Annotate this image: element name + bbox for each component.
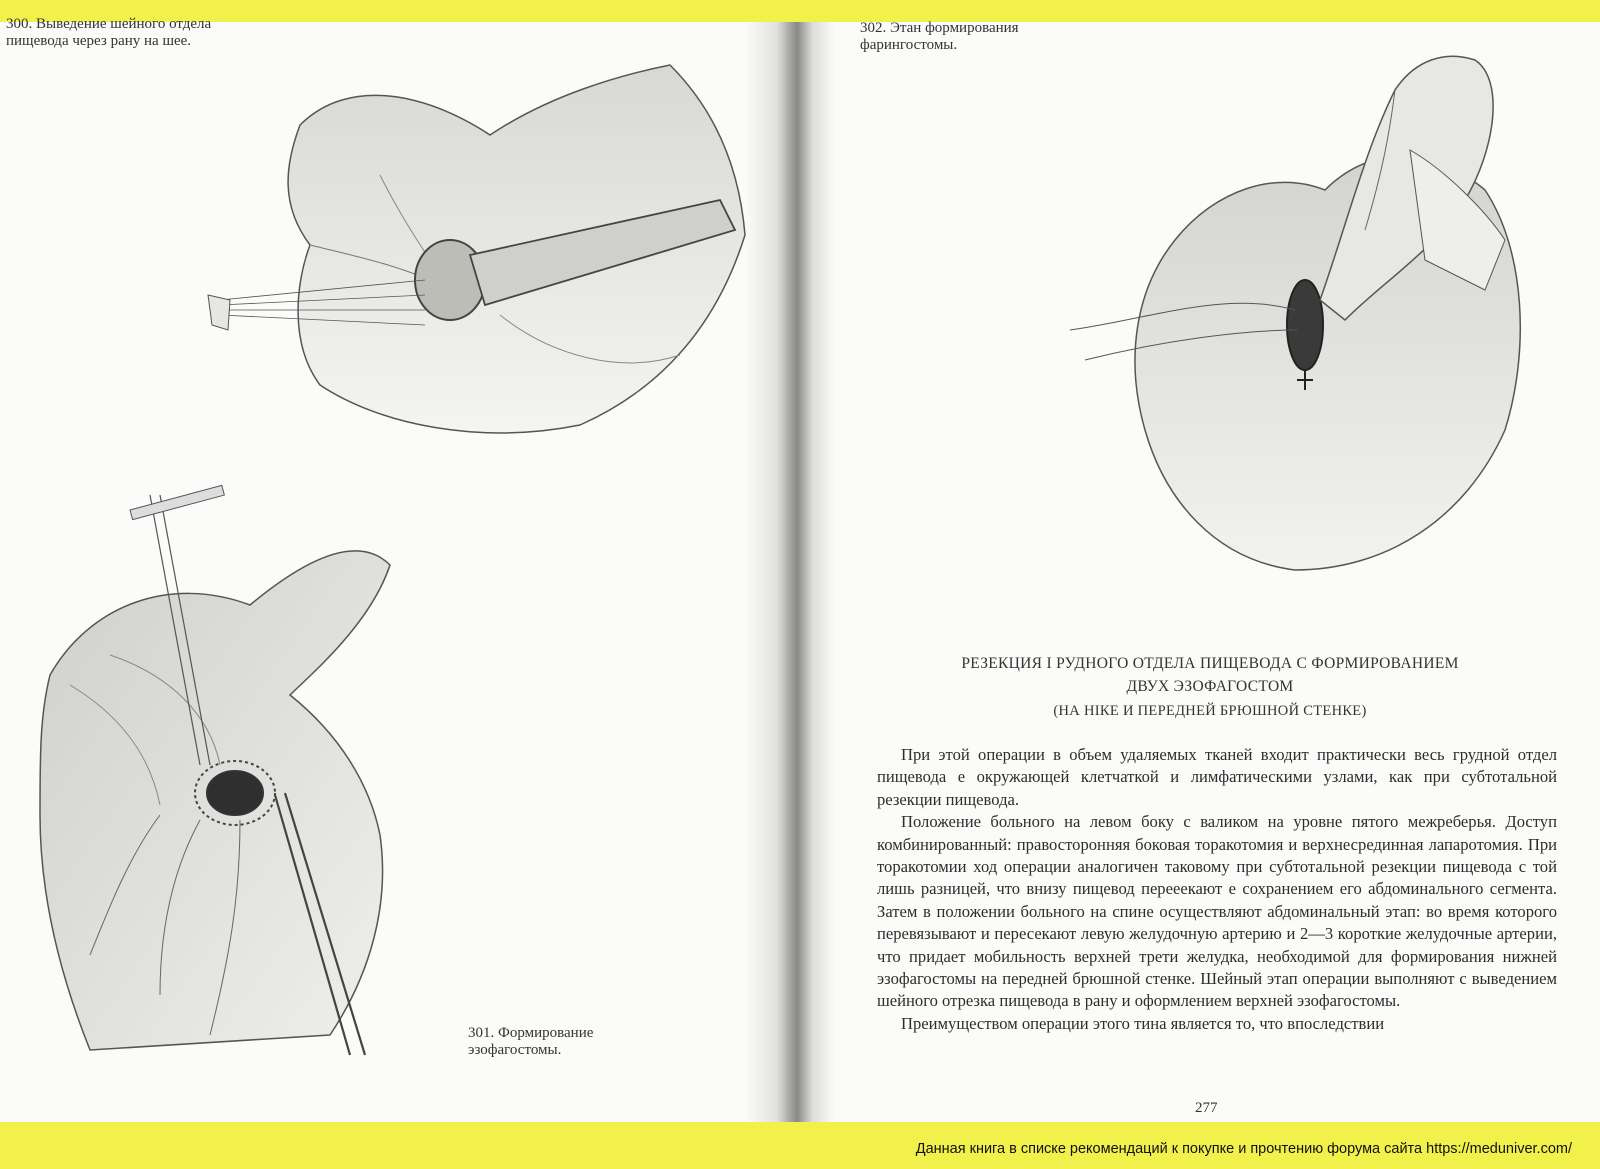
figure-302-caption: 302. Этан формирования фарингостомы. [860, 20, 1019, 53]
top-highlight-band [0, 0, 1600, 22]
forum-banner-text: Данная книга в списке рекомендаций к покупке и прочтению форума сайта https://meduniver.com/ [915, 1141, 1572, 1157]
section-heading-line-1: РЕЗЕКЦИЯ I РУДНОГО ОТДЕЛА ПИЩЕВОДА С ФОРМИРОВАНИЕМ [961, 655, 1459, 672]
figure-301-caption: 301. Формирование эзофагостомы. [468, 1025, 594, 1058]
section-heading-line-3: (НА НIКЕ И ПЕРЕДНЕЙ БРЮШНОЙ СТЕНКЕ) [1053, 703, 1367, 719]
section-heading-line-2: ДВУХ ЭЗОФАГОСТОМ [1126, 678, 1294, 695]
figure-301-illustration [10, 475, 710, 1065]
figure-300-caption: 300. Выведение шейного отдела пищевода через рану на шее. [6, 16, 212, 49]
figure-300-illustration [200, 55, 760, 445]
body-text [877, 744, 1557, 1035]
paragraph-1: При этой операции в объем удаляемых тканей входит практически весь грудной отдел пищевода е окружающей клетчаткой и лимфатическими узлами, как при субтотальной резекции пищевода. [877, 745, 1557, 809]
page-number: 277 [1195, 1100, 1218, 1116]
figure-302-illustration [1065, 30, 1545, 590]
paragraph-2: Положение больного на левом боку с валиком на уровне пятого межреберья. Доступ комбинированный: правосторонняя боковая торакотомия и верхнесрединная лапаротомия. При торакотомии ход операции аналогичен таковому при субтотальной резекции пищевода с той лишь разницей, что внизу пищевод перееекают е сохранением его абдоминального сегмента. Затем в положении больного на спине осуществляют абдоминальный этап: во время которого перевязывают и пересекают левую желудочную артерию и 2—3 короткие желудочные артерии, что придает мобильность верхней трети желудка, необходимой для формирования нижней эзофагостомы на передней брюшной стенке. Шейный этап операции выполняют с выведением шейного отрезка пищевода в рану и оформлением верхней эзофагостомы. [877, 812, 1557, 1011]
paragraph-3: Преимуществом операции этого тина является то, что впоследствии [901, 1013, 1385, 1033]
